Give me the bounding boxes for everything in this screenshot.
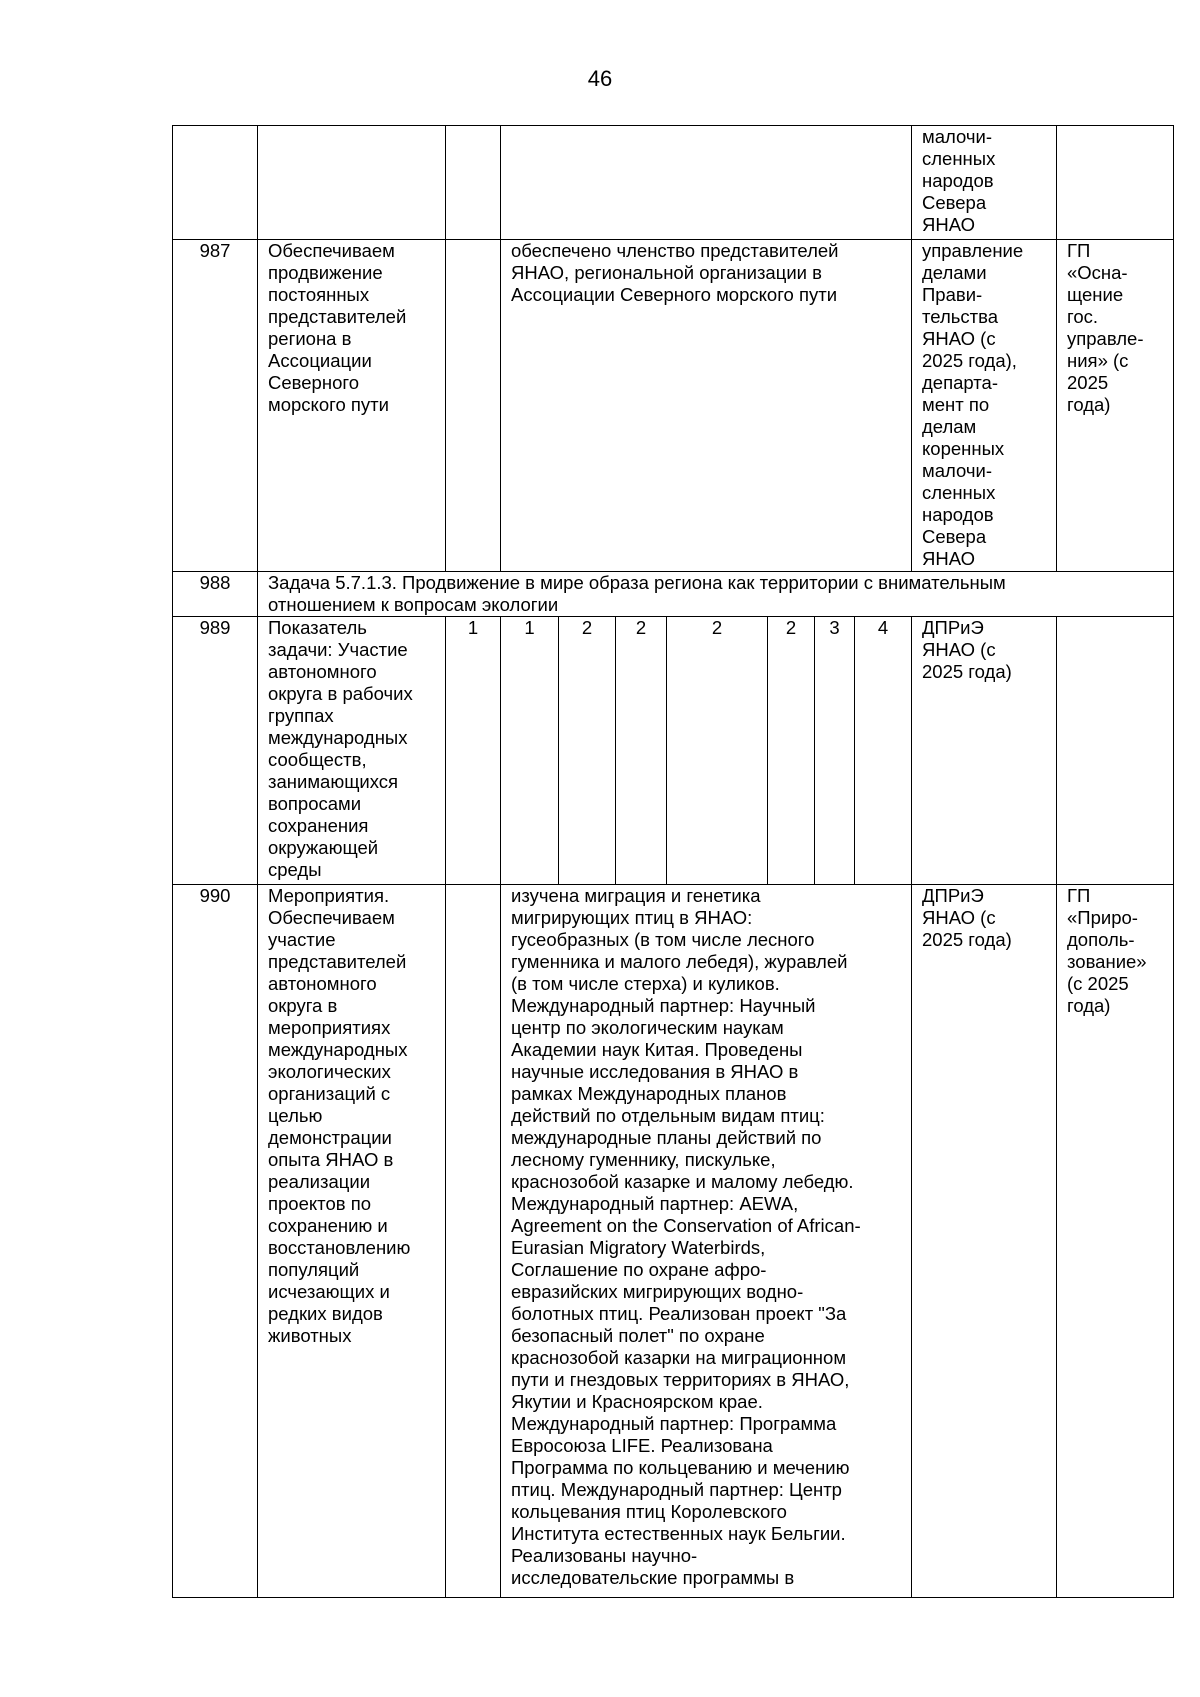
result-cell [501,126,912,240]
value-cell [446,126,501,240]
row-number-cell: 987 [173,240,258,572]
result-cell: изучена миграция и генетика мигрирующих птиц в ЯНАО: гусеобразных (в том числе лесного гуменника и малого лебедя), журавлей (в том числе стерха) и куликов. Международный партнер: Научный центр по экологическим наукам Академии наук Китая. Проведены научные исследования в ЯНАО в рамках Международных планов действий по отдельным видам птиц: международные планы действий по лесному гуменнику, пискульке, краснозобой казарке и малому лебедю. Международный партнер: AEWA, Agreement on the Conservation of African- Eurasian Migratory Waterbirds, Соглашение по охране афро- евразийских мигрирующих водно- болотных птиц. Реализован проект "За безопасный полет" по охране краснозобой казарки на миграционном пути и гнездовых территориях в ЯНАО, Якутии и Красноярском крае. Международный партнер: Программа Евросоюза LIFE. Реализована Программа по кольцеванию и мечению птиц. Международный партнер: Центр кольцевания птиц Королевского Института естественных наук Бельгии. Реализованы научно- исследовательские программы в [501,885,912,1598]
task-cell: Задача 5.7.1.3. Продвижение в мире образа региона как территории с внимательным отношением к вопросам экологии [258,572,1174,617]
activity-cell [258,126,446,240]
row-number-cell: 990 [173,885,258,1598]
table-row-990 [173,885,1174,1598]
table-row-988 [173,572,1174,617]
responsible-cell: малочи- сленных народов Севера ЯНАО [912,126,1057,240]
indicator-value-cell: 2 [559,617,616,885]
table-row-989 [173,617,1174,885]
indicator-value-cell: 2 [667,617,768,885]
activity-cell: Мероприятия. Обеспечиваем участие представителей автономного округа в мероприятиях международных экологических организаций с целью демонстрации опыта ЯНАО в реализации проектов по сохранению и восстановлению популяций исчезающих и редких видов животных [258,885,446,1598]
value-cell [446,240,501,572]
table-row-987 [173,240,1174,572]
plan-table [172,125,1174,1598]
result-cell: обеспечено членство представителей ЯНАО, региональной организации в Ассоциации Северного морского пути [501,240,912,572]
row-number-cell: 988 [173,572,258,617]
indicator-cell: Показатель задачи: Участие автономного округа в рабочих группах международных сообществ, занимающихся вопросами сохранения окружающей среды [258,617,446,885]
program-cell [1057,617,1174,885]
value-cell [446,885,501,1598]
indicator-value-cell: 2 [616,617,667,885]
table-row-continuation [173,126,1174,240]
row-number-cell [173,126,258,240]
indicator-value-cell: 1 [446,617,501,885]
responsible-cell: ДПРиЭ ЯНАО (с 2025 года) [912,617,1057,885]
indicator-value-cell: 4 [855,617,912,885]
program-cell [1057,126,1174,240]
responsible-cell: ДПРиЭ ЯНАО (с 2025 года) [912,885,1057,1598]
responsible-cell: управление делами Прави- тельства ЯНАО (с 2025 года), дeпарта- мент по делам коренных малочи- сленных народов Севера ЯНАО [912,240,1057,572]
program-cell: ГП «Приро- дополь- зование» (с 2025 года) [1057,885,1174,1598]
program-cell: ГП «Осна- щение гос. управле- ния» (с 2025 года) [1057,240,1174,572]
indicator-value-cell: 2 [768,617,815,885]
indicator-value-cell: 3 [815,617,855,885]
page-number: 46 [587,66,613,91]
row-number-cell: 989 [173,617,258,885]
activity-cell: Обеспечиваем продвижение постоянных представителей региона в Ассоциации Северного морского пути [258,240,446,572]
indicator-value-cell: 1 [501,617,559,885]
